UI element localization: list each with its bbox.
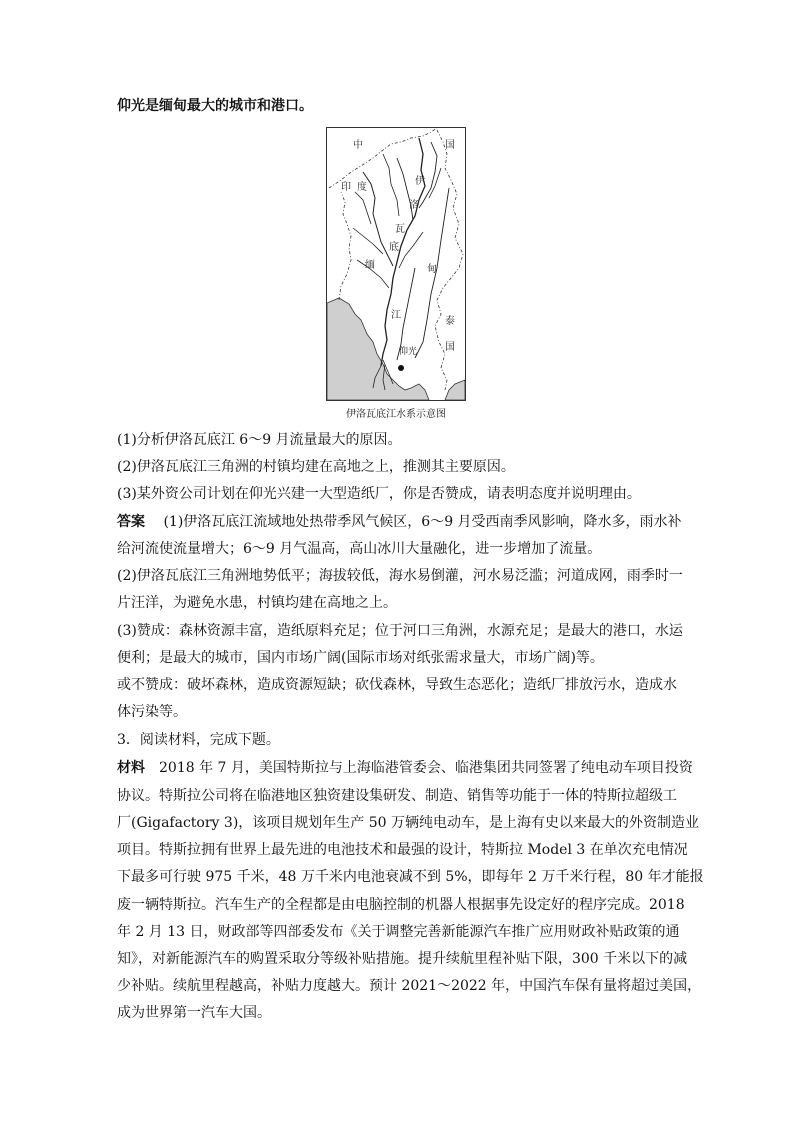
- answer-3-part-2: 便利；是最大的城市，国内市场广阔(国际市场对纸张需求量大，市场广阔)等。: [117, 650, 604, 666]
- material-text-1: 2018 年 7 月，美国特斯拉与上海临港管委会、临港集团共同签署了纯电动车项目投资: [145, 760, 693, 776]
- irrawaddy-map: [326, 127, 466, 401]
- material-line-6: 废一辆特斯拉。汽车生产的全程都是由电脑控制的机器人根据事先设定好的程序完成。2018: [117, 897, 685, 913]
- label-yin: 印: [341, 182, 351, 193]
- border-west: [339, 192, 351, 300]
- intro-line: 仰光是缅甸最大的城市和港口。: [117, 98, 313, 114]
- label-du: 度: [357, 182, 367, 193]
- label-di: 底: [389, 242, 399, 253]
- yangon-marker: [398, 365, 404, 371]
- question-2: (2)伊洛瓦底江三角洲的村镇均建在高地之上，推测其主要原因。: [117, 459, 515, 475]
- answer-3-part-4: 体污染等。: [117, 704, 187, 720]
- question-1: (1)分析伊洛瓦底江 6～9 月流量最大的原因。: [117, 432, 402, 448]
- question-3: (3)某外资公司计划在仰光兴建一大型造纸厂，你是否赞成，请表明态度并说明理由。: [117, 486, 641, 502]
- label-luo: 洛: [409, 200, 419, 211]
- label-dian: 甸: [427, 264, 437, 275]
- label-guo: 国: [445, 140, 455, 151]
- tributary-3: [383, 154, 399, 216]
- material-label: 材料: [117, 760, 145, 776]
- map-caption: 伊洛瓦底江水系示意图: [346, 409, 446, 420]
- label-jiang: 江: [391, 310, 401, 321]
- label-guo2: 国: [445, 342, 455, 353]
- answer-line-1: [117, 512, 682, 532]
- answer-1-part-1: (1)伊洛瓦底江流域地处热带季风气候区，6～9 月受西南季风影响，降水多，雨水补: [163, 514, 682, 530]
- q3-heading: 3．阅读材料，完成下题。: [117, 732, 280, 748]
- answer-3-part-3: 或不赞成：破坏森林，造成资源短缺；砍伐森林，导致生态恶化；造纸厂排放污水，造成水: [117, 677, 677, 693]
- label-mian: 缅: [365, 260, 375, 271]
- material-line-8: 知》，对新能源汽车的购置采取分等级补贴措施。提升续航里程补贴下限，300 千米以下的减: [117, 951, 688, 967]
- answer-2-part-2: 片汪洋，为避免水患，村镇均建在高地之上。: [117, 595, 397, 611]
- sea-area-east: [445, 380, 465, 400]
- answer-1-part-2: 给河流使流量增大；6～9 月气温高，高山冰川大量融化，进一步增加了流量。: [117, 541, 602, 557]
- map-svg: [327, 128, 465, 400]
- answer-label: 答案: [117, 514, 145, 530]
- material-line-9: 少补贴。续航里程越高，补贴力度越大。预计 2021～2022 年，中国汽车保有量将超过美国，: [117, 978, 702, 994]
- material-line-1: [117, 758, 693, 778]
- label-yi: 伊: [415, 176, 425, 187]
- material-line-7: 年 2 月 13 日，财政部等四部委发布《关于调整完善新能源汽车推广应用财政补贴政策的通: [117, 924, 680, 940]
- material-line-2: 协议。特斯拉公司将在临港地区独资建设集研发、制造、销售等功能于一体的特斯拉超级工: [117, 788, 677, 804]
- material-line-5: 下最多可行驶 975 千米，48 万千米内电池衰减不到 5%，即每年 2 万千米行程，80 年才能报: [117, 869, 704, 885]
- material-line-4: 项目。特斯拉拥有世界上最先进的电池技术和最强的设计，特斯拉 Model 3 在单次充电情况: [117, 842, 688, 858]
- label-yangon: 仰光: [399, 347, 418, 357]
- tributary-7: [399, 232, 423, 268]
- material-line-10: 成为世界第一汽车大国。: [117, 1005, 271, 1021]
- label-wa: 瓦: [395, 224, 405, 235]
- answer-3-part-1: (3)赞成：森林资源丰富，造纸原料充足；位于河口三角洲，水源充足；是最大的港口，水运: [117, 623, 683, 639]
- irrawaddy-river: [381, 138, 425, 366]
- answer-2-part-1: (2)伊洛瓦底江三角洲地势低平；海拔较低，海水易倒灌，河水易泛滥；河道成网，雨季时一: [117, 568, 683, 584]
- tributary-4: [355, 192, 371, 224]
- label-zhong: 中: [353, 140, 363, 151]
- material-line-3: 厂(Gigafactory 3)，该项目规划年生产 50 万辆纯电动车，是上海有史以来最大的外资制造业: [117, 815, 699, 831]
- label-tai: 泰: [445, 316, 455, 327]
